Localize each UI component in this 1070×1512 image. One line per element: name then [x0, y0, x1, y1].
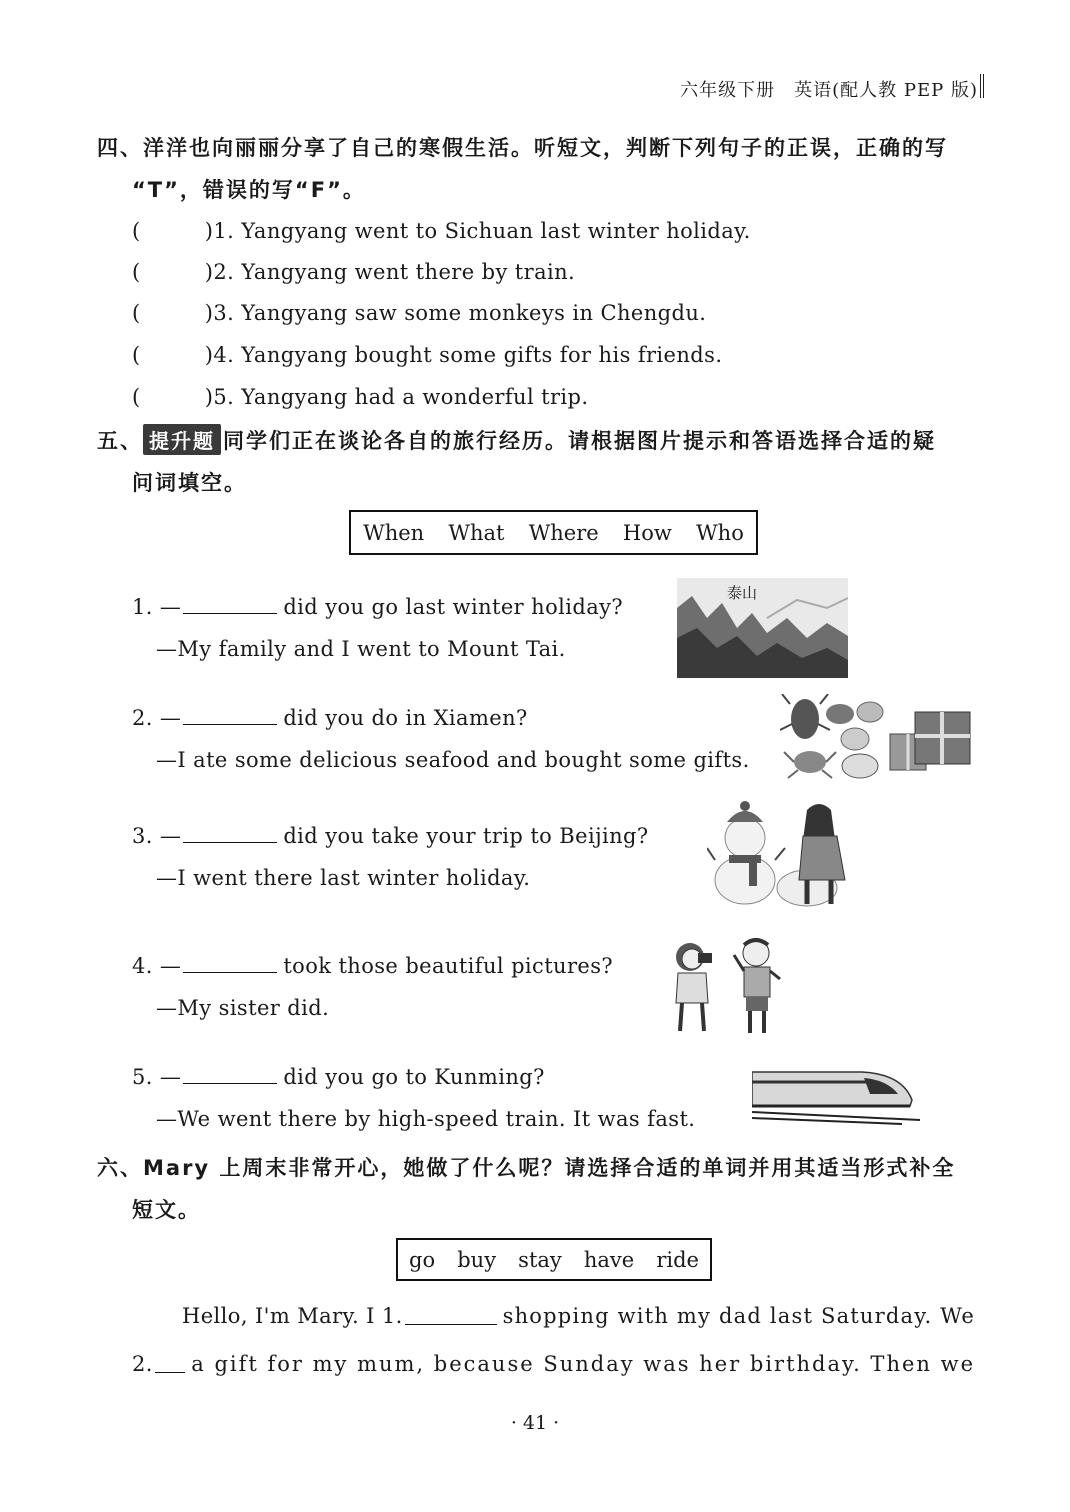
word-have: have	[583, 1247, 635, 1272]
high-speed-train-picture	[752, 1060, 922, 1126]
word-how: How	[622, 520, 672, 545]
q5-answer-blank[interactable]	[183, 1063, 277, 1084]
section4-item-5: ( )5. Yangyang had a wonderful trip.	[132, 385, 589, 409]
section5-word-bank	[349, 510, 758, 555]
q1-answer: —My family and I went to Mount Tai.	[156, 637, 566, 661]
q4-answer: —My sister did.	[156, 996, 330, 1020]
section5-prefix: 五、	[97, 429, 143, 453]
word-go: go	[409, 1247, 436, 1272]
mount-tai-picture	[677, 578, 848, 678]
section6-title-line2: 短文。	[132, 1198, 201, 1222]
kids-photo-picture	[668, 935, 788, 1037]
header-rule	[980, 74, 984, 98]
section5-title-text: 同学们正在谈论各自的旅行经历。请根据图片提示和答语选择合适的疑	[223, 429, 936, 453]
section4-item-1: ( )1. Yangyang went to Sichuan last winter holiday.	[132, 219, 751, 243]
q2-answer-blank[interactable]	[183, 704, 277, 725]
q5-text: did you go to Kunming?	[283, 1065, 545, 1089]
section4-title-line1: 四、洋洋也向丽丽分享了自己的寒假生活。听短文，判断下列句子的正误，正确的写	[97, 136, 948, 160]
q3-answer: —I went there last winter holiday.	[156, 866, 531, 890]
passage-line-1	[182, 1304, 975, 1328]
section4-item-3: ( )3. Yangyang saw some monkeys in Chengdu.	[132, 301, 707, 325]
q1-answer-blank[interactable]	[183, 593, 277, 614]
section4-title-line2: “T”，错误的写“F”。	[132, 178, 366, 202]
section4-item-4: ( )4. Yangyang bought some gifts for his friends.	[132, 343, 723, 367]
q3-answer-blank[interactable]	[183, 822, 277, 843]
snowman-picture	[707, 800, 852, 908]
word-where: Where	[528, 520, 599, 545]
q4-answer-blank[interactable]	[183, 952, 277, 973]
word-ride: ride	[656, 1247, 699, 1272]
passage-line2-start: 2.	[132, 1352, 153, 1376]
difficulty-tag: 提升题	[143, 424, 221, 455]
word-buy: buy	[457, 1247, 497, 1272]
q2-question	[132, 704, 528, 730]
section6-word-bank	[396, 1238, 712, 1281]
word-when: When	[363, 520, 425, 545]
q5-number: 5. —	[132, 1065, 182, 1089]
q2-text: did you do in Xiamen?	[283, 706, 528, 730]
q2-number: 2. —	[132, 706, 182, 730]
q1-question	[132, 593, 623, 619]
q4-number: 4. —	[132, 954, 182, 978]
section6-title-line1: 六、Mary 上周末非常开心，她做了什么呢？请选择合适的单词并用其适当形式补全	[97, 1156, 956, 1180]
q1-text: did you go last winter holiday?	[283, 595, 624, 619]
q3-question	[132, 822, 649, 848]
passage-line2-end: a gift for my mum, because Sunday was her birthday. Then we	[191, 1352, 975, 1376]
page-number: · 41 ·	[510, 1412, 560, 1434]
q5-answer: —We went there by high-speed train. It was fast.	[156, 1107, 696, 1131]
passage-line1-end: shopping with my dad last Saturday. We	[502, 1304, 975, 1328]
q4-question	[132, 952, 613, 978]
q2-answer: —I ate some delicious seafood and bought some gifts.	[156, 748, 750, 772]
mount-tai-label: 泰山	[727, 584, 758, 602]
running-header: 六年级下册 英语(配人教 PEP 版)	[680, 80, 978, 101]
section5-title-line1	[97, 424, 936, 455]
word-what: What	[448, 520, 505, 545]
q4-text: took those beautiful pictures?	[283, 954, 614, 978]
q3-text: did you take your trip to Beijing?	[283, 824, 649, 848]
word-who: Who	[696, 520, 744, 545]
section4-item-2: ( )2. Yangyang went there by train.	[132, 260, 576, 284]
passage-blank-1[interactable]	[405, 1304, 497, 1325]
word-stay: stay	[518, 1247, 562, 1272]
q3-number: 3. —	[132, 824, 182, 848]
passage-line-2	[132, 1352, 975, 1376]
seafood-gifts-picture	[780, 694, 975, 782]
q1-number: 1. —	[132, 595, 182, 619]
passage-blank-2[interactable]	[155, 1352, 185, 1373]
passage-line1-start: Hello, I'm Mary. I 1.	[182, 1304, 403, 1328]
q5-question	[132, 1063, 545, 1089]
section5-title-line2: 问词填空。	[132, 471, 247, 495]
